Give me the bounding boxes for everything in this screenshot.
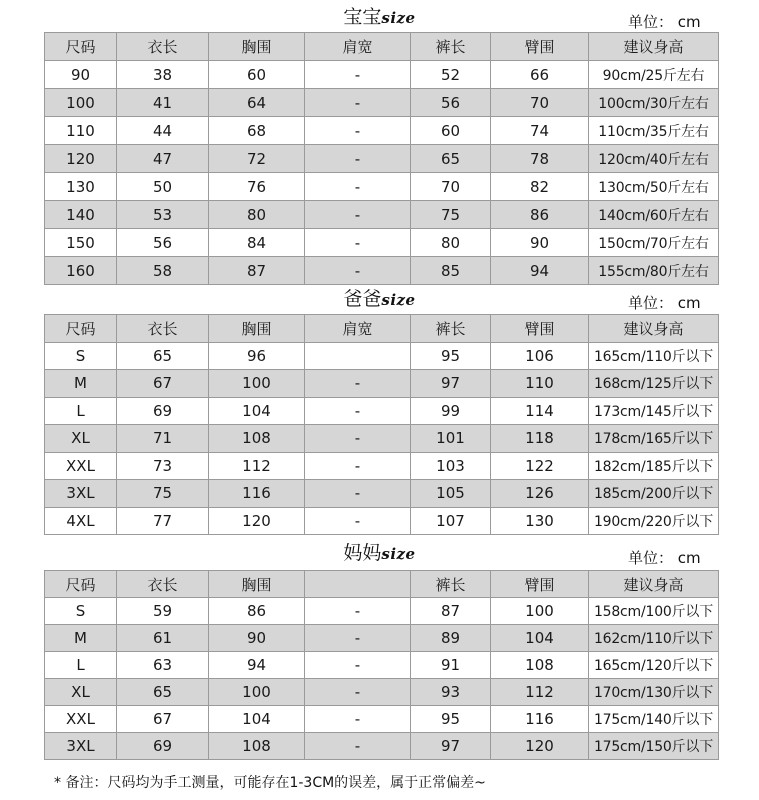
table-row xyxy=(45,370,719,398)
header-row xyxy=(45,315,719,343)
table-cell: 170cm/130斤以下 xyxy=(589,679,719,706)
table-cell: 71 xyxy=(117,425,209,453)
table-cell: 64 xyxy=(209,89,305,117)
table-cell: 103 xyxy=(411,452,491,480)
table-cell: - xyxy=(305,397,411,425)
table-cell: 74 xyxy=(491,117,589,145)
table-cell: - xyxy=(305,706,411,733)
table-cell: 162cm/110斤以下 xyxy=(589,625,719,652)
table-cell: 108 xyxy=(491,652,589,679)
table-cell: 90 xyxy=(209,625,305,652)
column-header: 胸围 xyxy=(209,315,305,343)
table-cell: 100 xyxy=(45,89,117,117)
dad-title-script: size xyxy=(381,291,416,309)
table-row xyxy=(45,201,719,229)
table-cell: 60 xyxy=(411,117,491,145)
table-cell: 70 xyxy=(411,173,491,201)
table-cell: 56 xyxy=(117,229,209,257)
table-cell: 182cm/185斤以下 xyxy=(589,452,719,480)
table-cell: 91 xyxy=(411,652,491,679)
table-cell: - xyxy=(305,652,411,679)
table-cell: 58 xyxy=(117,257,209,285)
table-cell: 95 xyxy=(411,342,491,370)
table-cell: L xyxy=(45,652,117,679)
table-cell: 47 xyxy=(117,145,209,173)
table-cell: 93 xyxy=(411,679,491,706)
table-cell: - xyxy=(305,733,411,760)
header-row xyxy=(45,571,719,598)
baby-title-cn: 宝宝 xyxy=(343,6,382,28)
column-header: 尺码 xyxy=(45,33,117,61)
column-header: 衣长 xyxy=(117,33,209,61)
measurement-note: * 备注：尺码均为手工测量，可能存在1-3CM的误差，属于正常偏差~ xyxy=(54,775,486,791)
column-header: 衣长 xyxy=(117,315,209,343)
mom-unit-label: 单位： cm xyxy=(628,549,701,567)
table-cell: - xyxy=(305,598,411,625)
table-cell: M xyxy=(45,370,117,398)
table-cell: 110cm/35斤左右 xyxy=(589,117,719,145)
table-cell: 185cm/200斤以下 xyxy=(589,480,719,508)
table-cell: - xyxy=(305,452,411,480)
table-cell: - xyxy=(305,425,411,453)
table-cell: 94 xyxy=(209,652,305,679)
table-cell: 130 xyxy=(491,507,589,535)
baby-unit-label: 单位： cm xyxy=(628,13,701,31)
table-cell: 53 xyxy=(117,201,209,229)
mom-title-cn: 妈妈 xyxy=(343,542,382,564)
column-header: 衣长 xyxy=(117,571,209,598)
table-cell: 68 xyxy=(209,117,305,145)
table-cell: 175cm/140斤以下 xyxy=(589,706,719,733)
table-cell: 120 xyxy=(491,733,589,760)
table-cell: 116 xyxy=(491,706,589,733)
baby-title-script: size xyxy=(381,9,416,27)
table-cell: 77 xyxy=(117,507,209,535)
table-cell: 76 xyxy=(209,173,305,201)
table-row xyxy=(45,625,719,652)
table-cell: 85 xyxy=(411,257,491,285)
table-cell: 150cm/70斤左右 xyxy=(589,229,719,257)
table-cell: 75 xyxy=(117,480,209,508)
table-cell: - xyxy=(305,370,411,398)
table-cell: - xyxy=(305,229,411,257)
table-cell: 67 xyxy=(117,370,209,398)
mom-size-table xyxy=(44,570,719,760)
dad-size-table xyxy=(44,314,719,535)
table-cell: 105 xyxy=(411,480,491,508)
table-cell: - xyxy=(305,117,411,145)
table-cell: - xyxy=(305,480,411,508)
table-cell: 86 xyxy=(491,201,589,229)
table-cell: 38 xyxy=(117,61,209,89)
column-header: 裤长 xyxy=(411,33,491,61)
table-row xyxy=(45,342,719,370)
table-cell: 65 xyxy=(117,342,209,370)
mom-title-script: size xyxy=(381,545,416,563)
table-cell: 108 xyxy=(209,733,305,760)
table-cell: 104 xyxy=(209,397,305,425)
table-cell: 90 xyxy=(45,61,117,89)
table-cell: 59 xyxy=(117,598,209,625)
column-header: 裤长 xyxy=(411,315,491,343)
table-cell: 160 xyxy=(45,257,117,285)
table-cell: 155cm/80斤左右 xyxy=(589,257,719,285)
table-cell: 97 xyxy=(411,733,491,760)
table-cell: 97 xyxy=(411,370,491,398)
header-row xyxy=(45,33,719,61)
table-cell: 3XL xyxy=(45,733,117,760)
table-cell: 150 xyxy=(45,229,117,257)
table-cell: 158cm/100斤以下 xyxy=(589,598,719,625)
table-cell: 96 xyxy=(209,342,305,370)
table-cell: XL xyxy=(45,679,117,706)
table-cell: 107 xyxy=(411,507,491,535)
table-cell: 69 xyxy=(117,397,209,425)
table-cell: 120cm/40斤左右 xyxy=(589,145,719,173)
table-row xyxy=(45,652,719,679)
table-cell: 165cm/110斤以下 xyxy=(589,342,719,370)
table-cell: 4XL xyxy=(45,507,117,535)
column-header: 肩宽 xyxy=(305,315,411,343)
table-cell: - xyxy=(305,257,411,285)
table-cell: 173cm/145斤以下 xyxy=(589,397,719,425)
table-cell: 106 xyxy=(491,342,589,370)
column-header: 臂围 xyxy=(491,33,589,61)
column-header: 胸围 xyxy=(209,33,305,61)
table-cell: 190cm/220斤以下 xyxy=(589,507,719,535)
table-cell: S xyxy=(45,598,117,625)
table-cell: 130cm/50斤左右 xyxy=(589,173,719,201)
column-header: 臂围 xyxy=(491,315,589,343)
table-cell: 94 xyxy=(491,257,589,285)
table-row xyxy=(45,480,719,508)
table-cell: 87 xyxy=(209,257,305,285)
table-cell: 112 xyxy=(491,679,589,706)
table-cell: 67 xyxy=(117,706,209,733)
table-cell: 110 xyxy=(45,117,117,145)
table-cell: 114 xyxy=(491,397,589,425)
table-cell: - xyxy=(305,625,411,652)
table-cell: 140 xyxy=(45,201,117,229)
table-cell: 69 xyxy=(117,733,209,760)
table-cell: 104 xyxy=(491,625,589,652)
table-cell: 116 xyxy=(209,480,305,508)
table-cell: S xyxy=(45,342,117,370)
table-cell: 101 xyxy=(411,425,491,453)
column-header: 建议身高 xyxy=(589,571,719,598)
table-cell: - xyxy=(305,679,411,706)
table-cell: 65 xyxy=(117,679,209,706)
table-cell: 122 xyxy=(491,452,589,480)
table-cell: - xyxy=(305,145,411,173)
table-cell: 84 xyxy=(209,229,305,257)
table-cell: 99 xyxy=(411,397,491,425)
table-row xyxy=(45,452,719,480)
table-cell: 130 xyxy=(45,173,117,201)
table-cell: 165cm/120斤以下 xyxy=(589,652,719,679)
dad-unit-label: 单位： cm xyxy=(628,294,701,312)
table-cell: 118 xyxy=(491,425,589,453)
table-cell: 120 xyxy=(209,507,305,535)
table-cell: 168cm/125斤以下 xyxy=(589,370,719,398)
table-cell: 60 xyxy=(209,61,305,89)
table-cell: XXL xyxy=(45,452,117,480)
table-cell: - xyxy=(305,173,411,201)
column-header: 建议身高 xyxy=(589,33,719,61)
table-cell: 70 xyxy=(491,89,589,117)
table-cell: XL xyxy=(45,425,117,453)
table-cell: XXL xyxy=(45,706,117,733)
table-cell: 120 xyxy=(45,145,117,173)
table-row xyxy=(45,679,719,706)
table-row xyxy=(45,145,719,173)
table-cell: 61 xyxy=(117,625,209,652)
table-cell: - xyxy=(305,201,411,229)
column-header: 臂围 xyxy=(491,571,589,598)
table-cell: - xyxy=(305,507,411,535)
table-cell: 73 xyxy=(117,452,209,480)
table-cell: 100 xyxy=(209,679,305,706)
table-cell: 175cm/150斤以下 xyxy=(589,733,719,760)
table-cell: 110 xyxy=(491,370,589,398)
table-cell: 65 xyxy=(411,145,491,173)
table-row xyxy=(45,173,719,201)
table-cell: 90 xyxy=(491,229,589,257)
table-cell: 80 xyxy=(209,201,305,229)
column-header: 尺码 xyxy=(45,315,117,343)
table-row xyxy=(45,229,719,257)
table-row xyxy=(45,397,719,425)
table-row xyxy=(45,733,719,760)
column-header: 建议身高 xyxy=(589,315,719,343)
dad-title-cn: 爸爸 xyxy=(343,288,382,310)
table-cell: 100 xyxy=(491,598,589,625)
table-cell: 178cm/165斤以下 xyxy=(589,425,719,453)
table-cell: 100 xyxy=(209,370,305,398)
table-cell: 44 xyxy=(117,117,209,145)
column-header xyxy=(305,571,411,598)
table-cell: 104 xyxy=(209,706,305,733)
table-cell: 63 xyxy=(117,652,209,679)
table-cell: 66 xyxy=(491,61,589,89)
column-header: 胸围 xyxy=(209,571,305,598)
table-row xyxy=(45,117,719,145)
table-cell: 75 xyxy=(411,201,491,229)
table-cell: L xyxy=(45,397,117,425)
column-header: 尺码 xyxy=(45,571,117,598)
table-cell: 108 xyxy=(209,425,305,453)
table-cell: 89 xyxy=(411,625,491,652)
table-cell: 50 xyxy=(117,173,209,201)
table-row xyxy=(45,89,719,117)
table-cell: 126 xyxy=(491,480,589,508)
table-cell: 78 xyxy=(491,145,589,173)
table-cell: M xyxy=(45,625,117,652)
table-cell: - xyxy=(305,61,411,89)
table-cell: 72 xyxy=(209,145,305,173)
table-cell: 140cm/60斤左右 xyxy=(589,201,719,229)
table-row xyxy=(45,425,719,453)
table-cell: 56 xyxy=(411,89,491,117)
table-row xyxy=(45,706,719,733)
table-cell xyxy=(305,342,411,370)
table-row xyxy=(45,257,719,285)
column-header: 肩宽 xyxy=(305,33,411,61)
table-row xyxy=(45,507,719,535)
column-header: 裤长 xyxy=(411,571,491,598)
table-cell: 90cm/25斤左右 xyxy=(589,61,719,89)
table-cell: 52 xyxy=(411,61,491,89)
table-cell: 95 xyxy=(411,706,491,733)
table-row xyxy=(45,61,719,89)
table-cell: 112 xyxy=(209,452,305,480)
table-cell: 87 xyxy=(411,598,491,625)
table-cell: 82 xyxy=(491,173,589,201)
table-cell: 86 xyxy=(209,598,305,625)
table-cell: - xyxy=(305,89,411,117)
table-cell: 100cm/30斤左右 xyxy=(589,89,719,117)
table-cell: 3XL xyxy=(45,480,117,508)
table-cell: 80 xyxy=(411,229,491,257)
table-row xyxy=(45,598,719,625)
baby-size-table xyxy=(44,32,719,285)
table-cell: 41 xyxy=(117,89,209,117)
